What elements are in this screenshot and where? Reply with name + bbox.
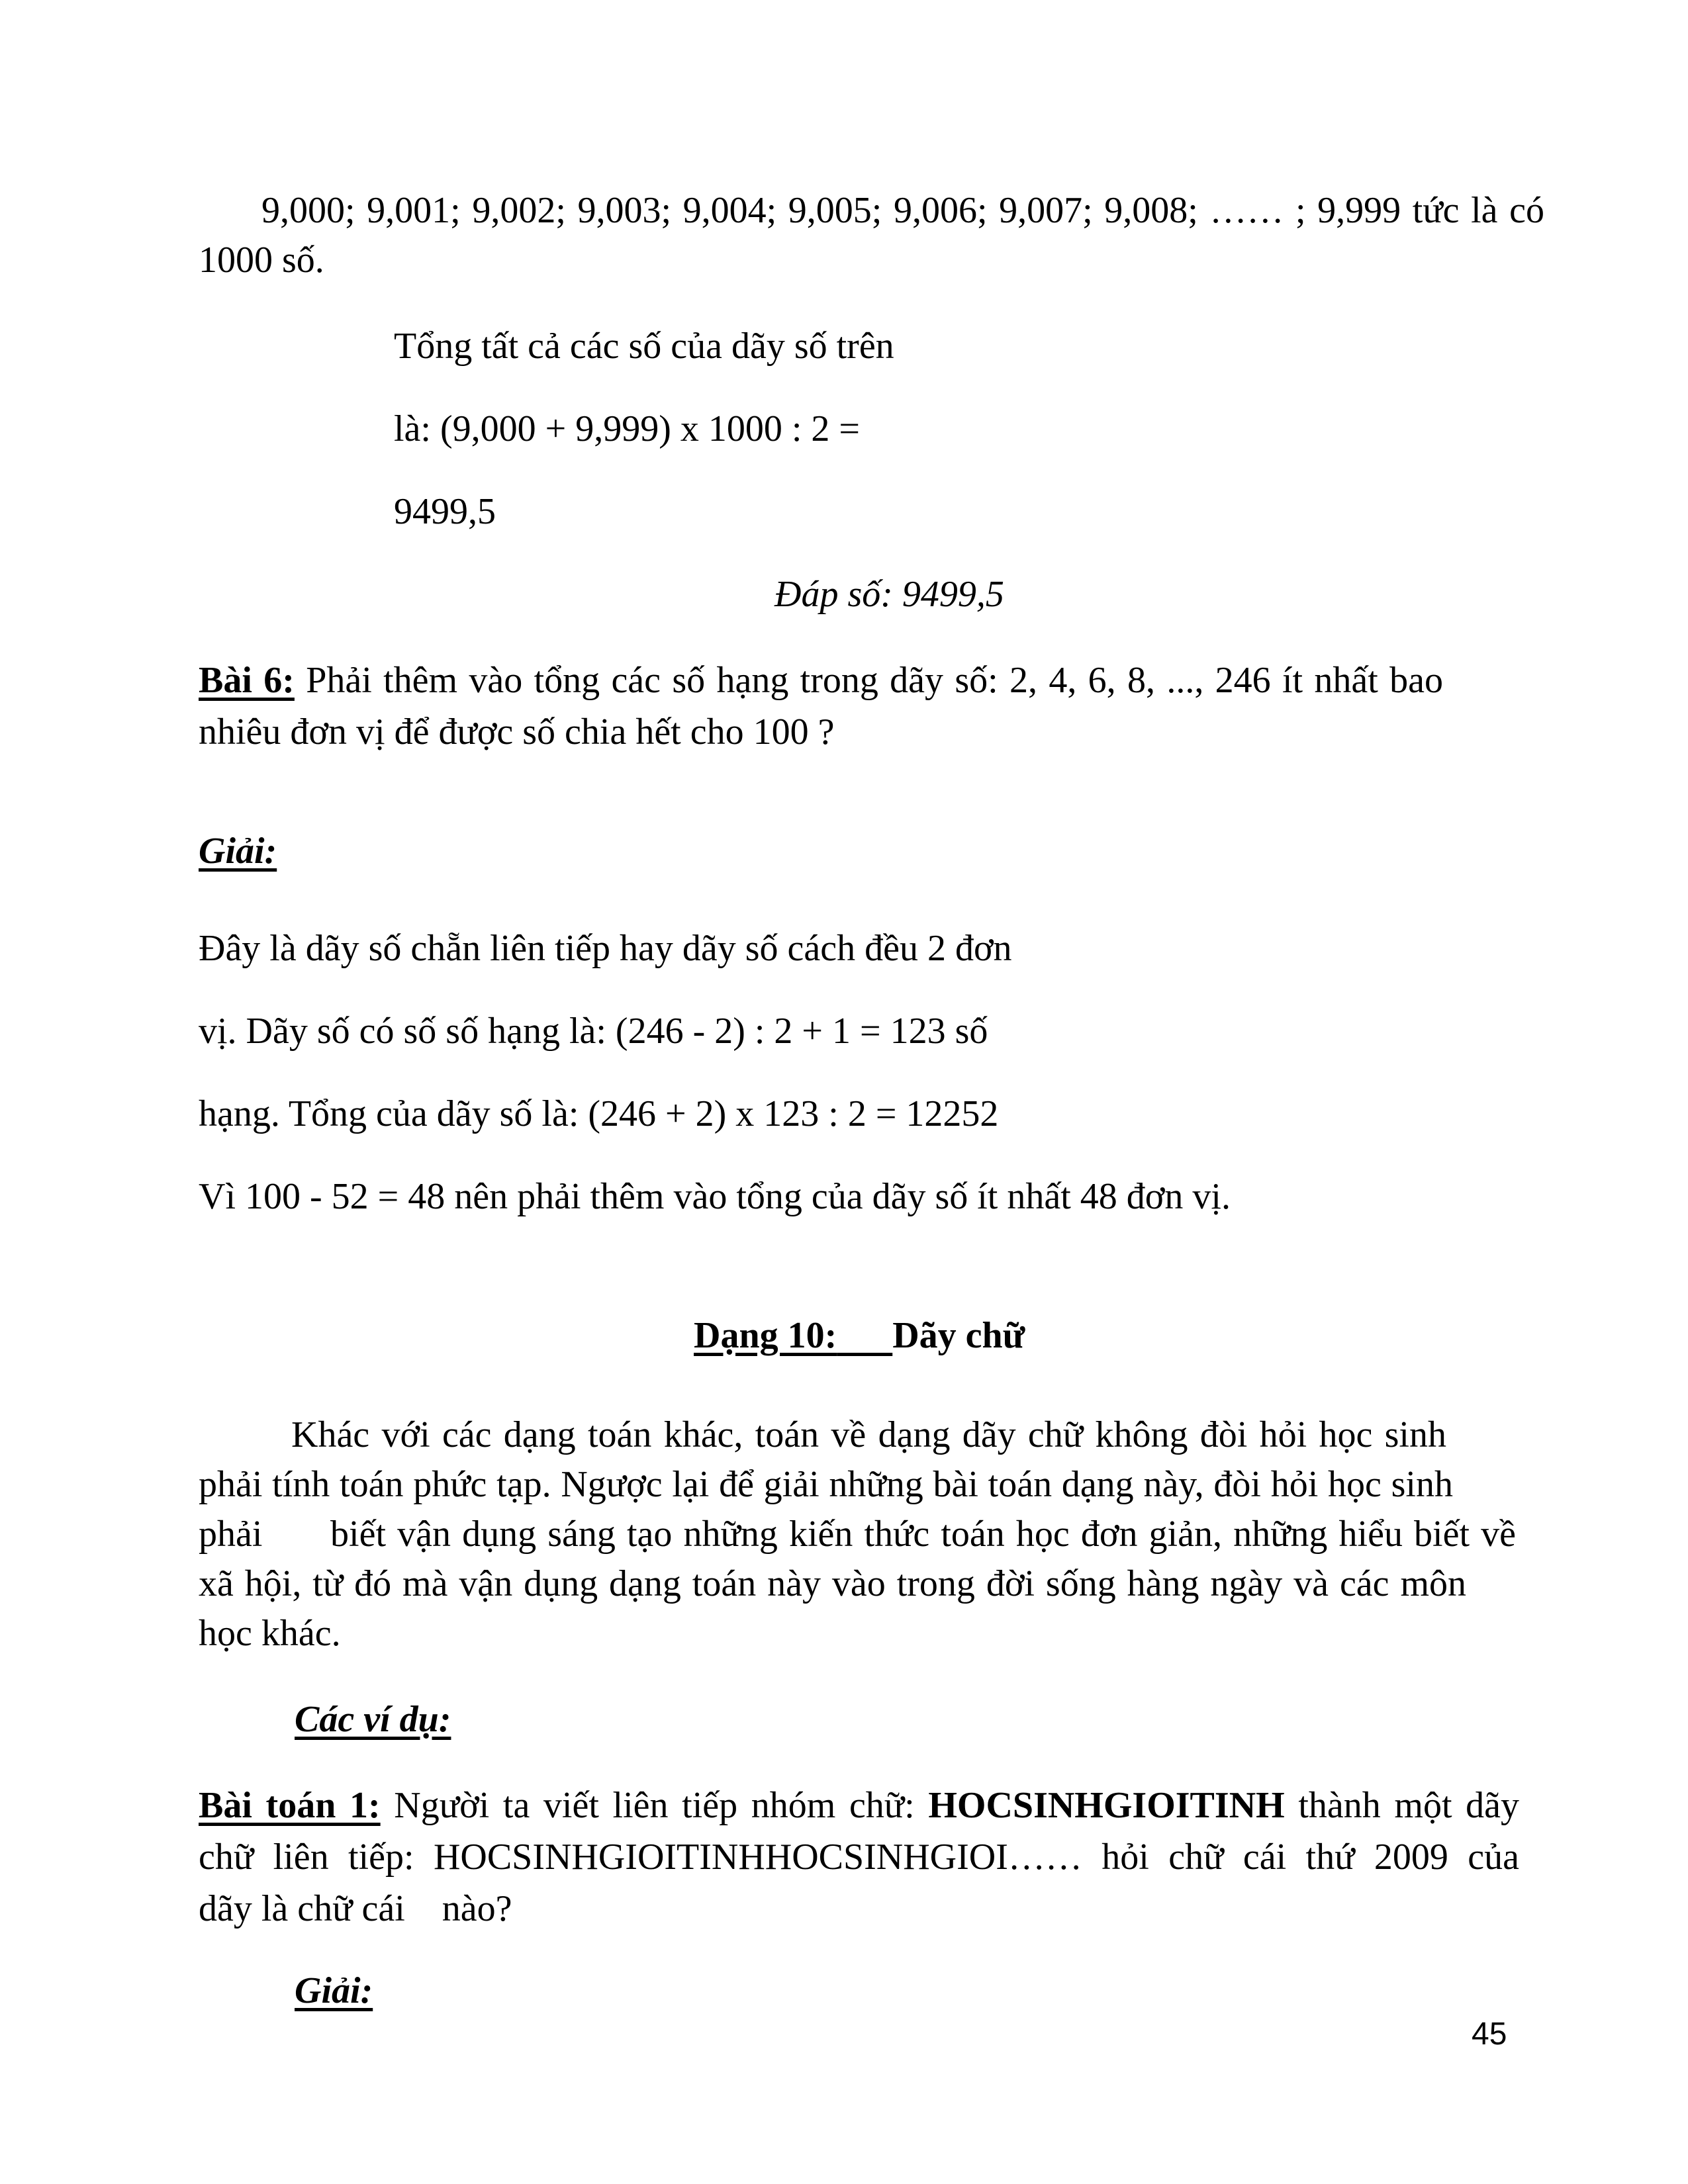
section-heading xyxy=(694,1317,1025,1354)
problem1-line-2: chữ liên tiếp: HOCSINHGIOITINHHOCSINHGIOI…… hỏi chữ cái thứ 2009 của xyxy=(199,1837,1519,1878)
sum-line-2: là: (9,000 + 9,999) x 1000 : 2 = xyxy=(394,408,860,449)
bai6-line-1 xyxy=(199,662,1443,699)
sum-line-3: 9499,5 xyxy=(394,491,496,532)
para-line-1: Khác với các dạng toán khác, toán về dạng dãy chữ không đòi hỏi học sinh xyxy=(291,1414,1446,1455)
para-line-3: phải biết vận dụng sáng tạo những kiến thức toán học đơn giản, những hiểu biết về xyxy=(199,1514,1516,1555)
bai6-text-1: Phải thêm vào tổng các số hạng trong dãy số: 2, 4, 6, 8, ..., 246 ít nhất bao xyxy=(294,660,1443,701)
solution-heading: Giải: xyxy=(199,831,277,872)
section-label: Dạng 10: xyxy=(694,1315,837,1356)
solution-line-1: Đây là dãy số chẵn liên tiếp hay dãy số cách đều 2 đơn xyxy=(199,928,1012,969)
intro-line-1: 9,000; 9,001; 9,002; 9,003; 9,004; 9,005; 9,006; 9,007; 9,008; …… ; 9,999 tức là có xyxy=(261,190,1544,231)
para-line-5: học khác. xyxy=(199,1613,341,1654)
page-number: 45 xyxy=(1472,2017,1507,2052)
solution-line-2: vị. Dãy số có số số hạng là: (246 - 2) : 2 + 1 = 123 số xyxy=(199,1011,988,1052)
answer-1: Đáp số: 9499,5 xyxy=(774,574,1004,615)
problem1-line-3: dãy là chữ cái nào? xyxy=(199,1888,512,1929)
solution-line-4: Vì 100 - 52 = 48 nên phải thêm vào tổng của dãy số ít nhất 48 đơn vị. xyxy=(199,1176,1231,1217)
problem1-word: HOCSINHGIOITINH xyxy=(928,1785,1285,1826)
para-line-2: phải tính toán phức tạp. Ngược lại để giải những bài toán dạng này, đòi hỏi học sinh xyxy=(199,1464,1453,1505)
problem1-text-a: Người ta viết liên tiếp nhóm chữ: xyxy=(380,1785,929,1826)
solution-line-3: hạng. Tổng của dãy số là: (246 + 2) x 123 : 2 = 12252 xyxy=(199,1093,999,1134)
bai6-line-2: nhiêu đơn vị để được số chia hết cho 100 ? xyxy=(199,711,835,752)
para-line-4: xã hội, từ đó mà vận dụng dạng toán này vào trong đời sống hàng ngày và các môn xyxy=(199,1563,1466,1604)
intro-line-2: 1000 số. xyxy=(199,240,324,281)
examples-heading: Các ví dụ: xyxy=(295,1699,451,1740)
bai6-label: Bài 6: xyxy=(199,660,295,701)
section-title: Dãy chữ xyxy=(892,1315,1025,1356)
problem1-line-1 xyxy=(199,1787,1519,1824)
solution-heading-2: Giải: xyxy=(295,1970,373,2011)
problem1-text-b: thành một dãy xyxy=(1284,1785,1520,1826)
section-gap xyxy=(837,1315,892,1356)
problem1-label: Bài toán 1: xyxy=(199,1785,381,1826)
sum-line-1: Tổng tất cả các số của dãy số trên xyxy=(394,326,894,367)
